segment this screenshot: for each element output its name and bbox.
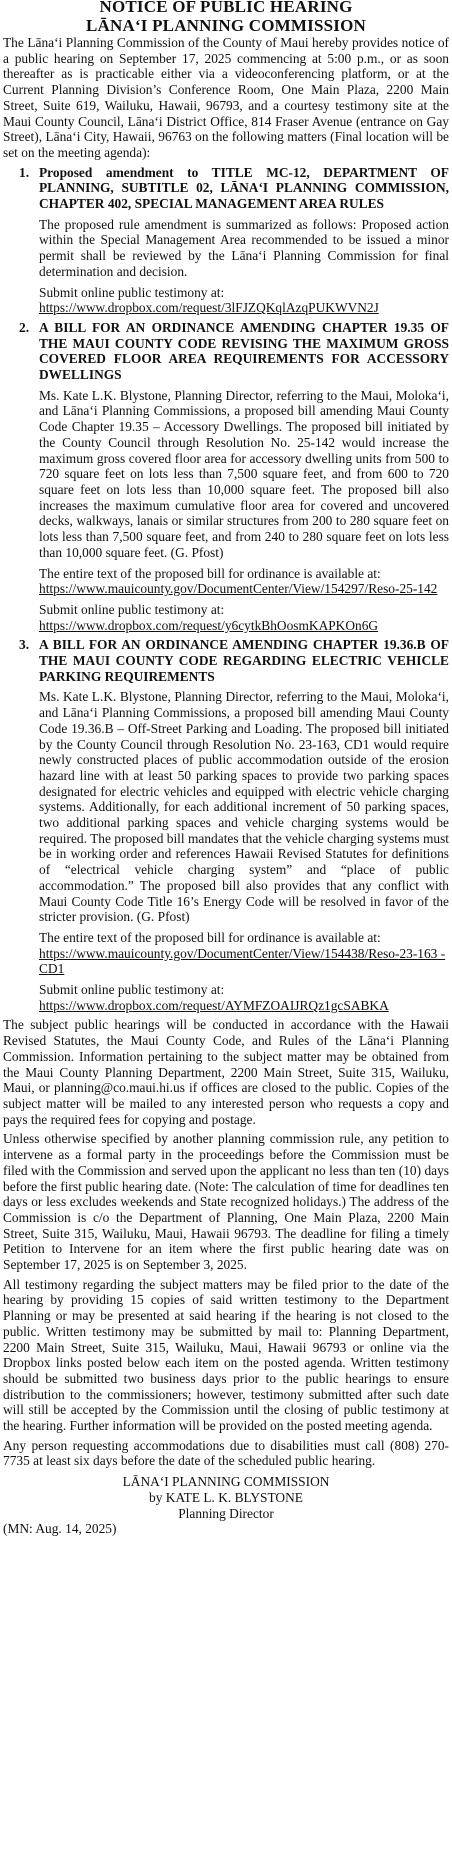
signature-name: by KATE L. K. BLYSTONE xyxy=(149,1489,303,1505)
notice-title xyxy=(3,0,449,35)
signature-title: Planning Director xyxy=(178,1505,274,1521)
item-body: The proposed rule amendment is summarized as follows: Proposed action within the Special Management Area recommended to be issued a minor permit shall be reviewed by the Lāna‘i Planning Commission for final determination and decision. xyxy=(39,216,449,279)
signature-block xyxy=(3,1474,449,1521)
agenda-item-2 xyxy=(3,320,449,633)
bill-text-link[interactable]: https://www.mauicounty.gov/DocumentCenter/View/154297/Reso-25-142 xyxy=(39,581,438,597)
item-heading: A BILL FOR AN ORDINANCE AMENDING CHAPTER 19.35 OF THE MAUI COUNTY CODE REVISING THE MAXIMUM GROSS COVERED FLOOR AREA REQUIREMENTS FOR ACCESSORY DWELLINGS xyxy=(39,319,449,383)
bill-text-label: The entire text of the proposed bill for ordinance is available at: xyxy=(39,929,381,945)
bill-text-label: The entire text of the proposed bill for ordinance is available at: xyxy=(39,565,381,581)
agenda-items xyxy=(3,165,449,1014)
hearing-conduct-paragraph: The subject public hearings will be conducted in accordance with the Hawaii Revised Statutes, the Maui County Code, and Rules of the Lāna‘i Planning Commission. Information pertaining to the subject matter may be obtained from the Maui County Planning Department, 2200 Main Street, Suite 315, Wailuku, Maui, or planning@co.maui.hi.us if offices are closed to the public. Copies of the subject matter will be mailed to any interested person who requests a copy and pays the required fees for copying and postage. xyxy=(3,1017,449,1127)
agenda-item-3 xyxy=(3,637,449,1013)
notice-title-line-1: NOTICE OF PUBLIC HEARING xyxy=(99,0,353,16)
testimony-label: Submit online public testimony at: xyxy=(39,284,225,300)
testimony-link[interactable]: https://www.dropbox.com/request/3lFJZQKqlAzqPUKWVN2J xyxy=(39,300,379,316)
item-body: Ms. Kate L.K. Blystone, Planning Director, referring to the Maui, Moloka‘i, and Lāna‘i Planning Commissions, a proposed bill amending Maui County Code Chapter 19.35 – Accessory Dwellings. The proposed bill initiated by the County Council through Resolution No. 25-142 would increase the maximum gross covered floor area for accessory dwelling units from 500 to 720 square feet on lots less than 7,500 square feet, and from 600 to 720 square feet on lots less than 10,000 square feet. The proposed bill also increases the maximum cumulative floor area for covered and uncovered decks, walkways, lanais or similar structures from 200 to 280 square feet on lots less than 7,500 square feet, and from 240 to 280 square feet on lots less than 10,000 square feet. (G. Pfost) xyxy=(39,387,449,560)
item-body: Ms. Kate L.K. Blystone, Planning Director, referring to the Maui, Moloka‘i, and Lāna‘i Planning Commissions, a proposed bill amending Maui County Code 19.36.B – Off-Street Parking and Loading. The proposed bill initiated by the County Council through Resolution No. 23-163, CD1 would require newly constructed places of public accommodation outside of the erosion hazard line with at least 50 parking spaces to provide two parking spaces designated for electric vehicles and equipped with electric vehicle charging systems. Additionally, for each additional increment of 50 parking spaces, two additional parking spaces and vehicle charging systems would be required. The proposed bill mandates that the vehicle charging systems must be in working order and references Hawaii Revised Statutes for definitions of “electrical vehicle charging system” and “place of public accommodation.” The proposed bill also provides that any conflict with Maui County Code Title 16’s Energy Code will be resolved in favor of the stricter provision. (G. Pfost) xyxy=(39,689,449,925)
agenda-item-1 xyxy=(3,165,449,316)
bill-text-link[interactable]: https://www.mauicounty.gov/DocumentCenter/View/154438/Reso-23-163 -CD1 xyxy=(39,945,446,977)
testimony-paragraph: All testimony regarding the subject matters may be filed prior to the date of the hearing by providing 15 copies of said written testimony to the Department Planning or may be presented at said hearing if the hearing is not closed to the public. Written testimony may be submitted by mail to: Planning Department, 2200 Main Street, Suite 315, Wailuku, Maui, Hawaii 96793 or online via the Dropbox links posted below each item on the posted agenda. Written testimony should be submitted two business days prior to the public hearings to ensure distribution to the commissioners; however, testimony submitted after such date will still be accepted by the Commission until the closing of public testimony at the hearing. Further information will be provided on the posted meeting agenda. xyxy=(3,1276,449,1434)
signature-commission: LĀNA‘I PLANNING COMMISSION xyxy=(122,1474,330,1490)
publication-date: (MN: Aug. 14, 2025) xyxy=(3,1521,117,1537)
testimony-link[interactable]: https://www.dropbox.com/request/AYMFZOAIJRQz1gcSABKA xyxy=(39,997,389,1013)
testimony-link[interactable]: https://www.dropbox.com/request/y6cytkBhOosmKAPKOn6G xyxy=(39,617,379,633)
item-number: 3. xyxy=(19,637,30,653)
item-heading: Proposed amendment to TITLE MC-12, DEPARTMENT OF PLANNING, SUBTITLE 02, LĀNA‘I PLANNING COMMISSION, CHAPTER 402, SPECIAL MANAGEMENT AREA RULES xyxy=(39,164,449,212)
testimony-label: Submit online public testimony at: xyxy=(39,601,225,617)
item-heading: A BILL FOR AN ORDINANCE AMENDING CHAPTER 19.36.B OF THE MAUI COUNTY CODE REGARDING ELECTRIC VEHICLE PARKING REQUIREMENTS xyxy=(39,637,449,684)
testimony-label: Submit online public testimony at: xyxy=(39,982,225,998)
accommodations-paragraph: Any person requesting accommodations due to disabilities must call (808) 270-7735 at least six days before the date of the scheduled public hearing. xyxy=(3,1437,449,1469)
item-number: 2. xyxy=(19,319,30,335)
intro-paragraph: The Lāna‘i Planning Commission of the County of Maui hereby provides notice of a public hearing on September 17, 2025 commencing at 5:00 p.m., or as soon thereafter as is practicable either via a videoconferencing platform, or at the Current Planning Division’s Conference Room, One Main Plaza, 2200 Main Street, Suite 619, Wailuku, Hawaii, 96793, and a courtesy testimony site at the Maui County Council, Lāna‘i District Office, 814 Fraser Avenue (entrance on Gay Street), Lāna‘i City, Hawaii, 96763 on the following matters (Final location will be set on the meeting agenda): xyxy=(3,35,449,160)
petition-to-intervene-paragraph: Unless otherwise specified by another planning commission rule, any petition to intervene as a formal party in the proceedings before the Commission must be filed with the Commission and served upon the applicant no less than ten (10) days before the first public hearing date. (Note: The calculation of time for deadlines ten days or less excludes weekends and State recognized holidays.) The address of the Commission is c/o the Department of Planning, One Main Plaza, 2200 Main Street, Suite 315, Wailuku, Maui, Hawaii 96793. The deadline for filing a timely Petition to Intervene for an item where the first public hearing date was on September 17, 2025 is on September 3, 2025. xyxy=(3,1131,449,1273)
notice-title-line-2: LĀNA‘I PLANNING COMMISSION xyxy=(85,16,367,35)
item-number: 1. xyxy=(19,164,30,180)
